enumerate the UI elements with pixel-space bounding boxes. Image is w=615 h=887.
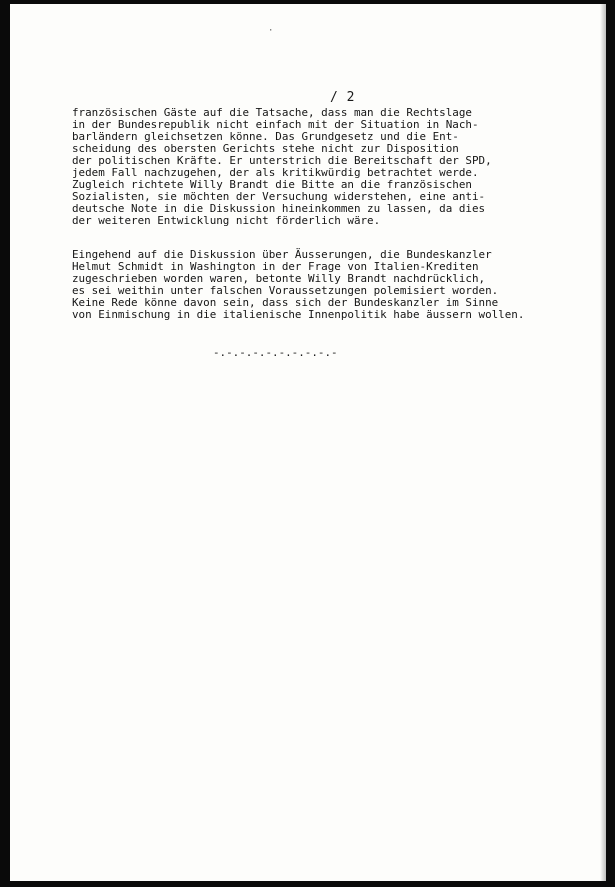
text-line: Zugleich richtete Willy Brandt die Bitte an die französischen [72, 178, 472, 192]
text-line: der politischen Kräfte. Er unterstrich die Bereitschaft der SPD, [72, 154, 492, 168]
text-line: Sozialisten, sie möchten der Versuchung widerstehen, eine anti- [72, 190, 486, 204]
paragraph-2 [72, 249, 592, 321]
text-line: deutsche Note in die Diskussion hineinkommen zu lassen, da dies [72, 202, 486, 216]
text-line: in der Bundesrepublik nicht einfach mit der Situation in Nach- [72, 118, 479, 132]
document-page [10, 4, 606, 881]
text-line: zugeschrieben worden waren, betonte Willy Brandt nachdrücklich, [72, 272, 486, 286]
text-line: barländern gleichsetzen könne. Das Grundgesetz und die Ent- [72, 130, 459, 144]
page-edge-shadow [600, 4, 606, 881]
text-line: Helmut Schmidt in Washington in der Frage von Italien-Krediten [72, 260, 479, 274]
text-line: jedem Fall nachzugehen, der als kritikwürdig betrachtet werde. [72, 166, 479, 180]
scan-speck: · [268, 26, 274, 36]
text-line: scheidung des obersten Gerichts stehe nicht zur Disposition [72, 142, 459, 156]
paragraph-1 [72, 107, 592, 227]
text-line: Eingehend auf die Diskussion über Äusserungen, die Bundeskanzler [72, 248, 492, 261]
text-line: Keine Rede könne davon sein, dass sich der Bundeskanzler im Sinne [72, 296, 499, 310]
text-line: französischen Gäste auf die Tatsache, dass man die Rechtslage [72, 106, 472, 119]
text-line: von Einmischung in die italienische Innenpolitik habe äussern wollen. [72, 308, 525, 322]
page-number: / 2 [330, 90, 355, 105]
text-line: der weiteren Entwicklung nicht förderlich wäre. [72, 214, 381, 228]
section-separator: -.-.-.-.-.-.-.-.-.- [213, 346, 338, 359]
text-line: es sei weithin unter falschen Voraussetzungen polemisiert worden. [72, 284, 499, 298]
